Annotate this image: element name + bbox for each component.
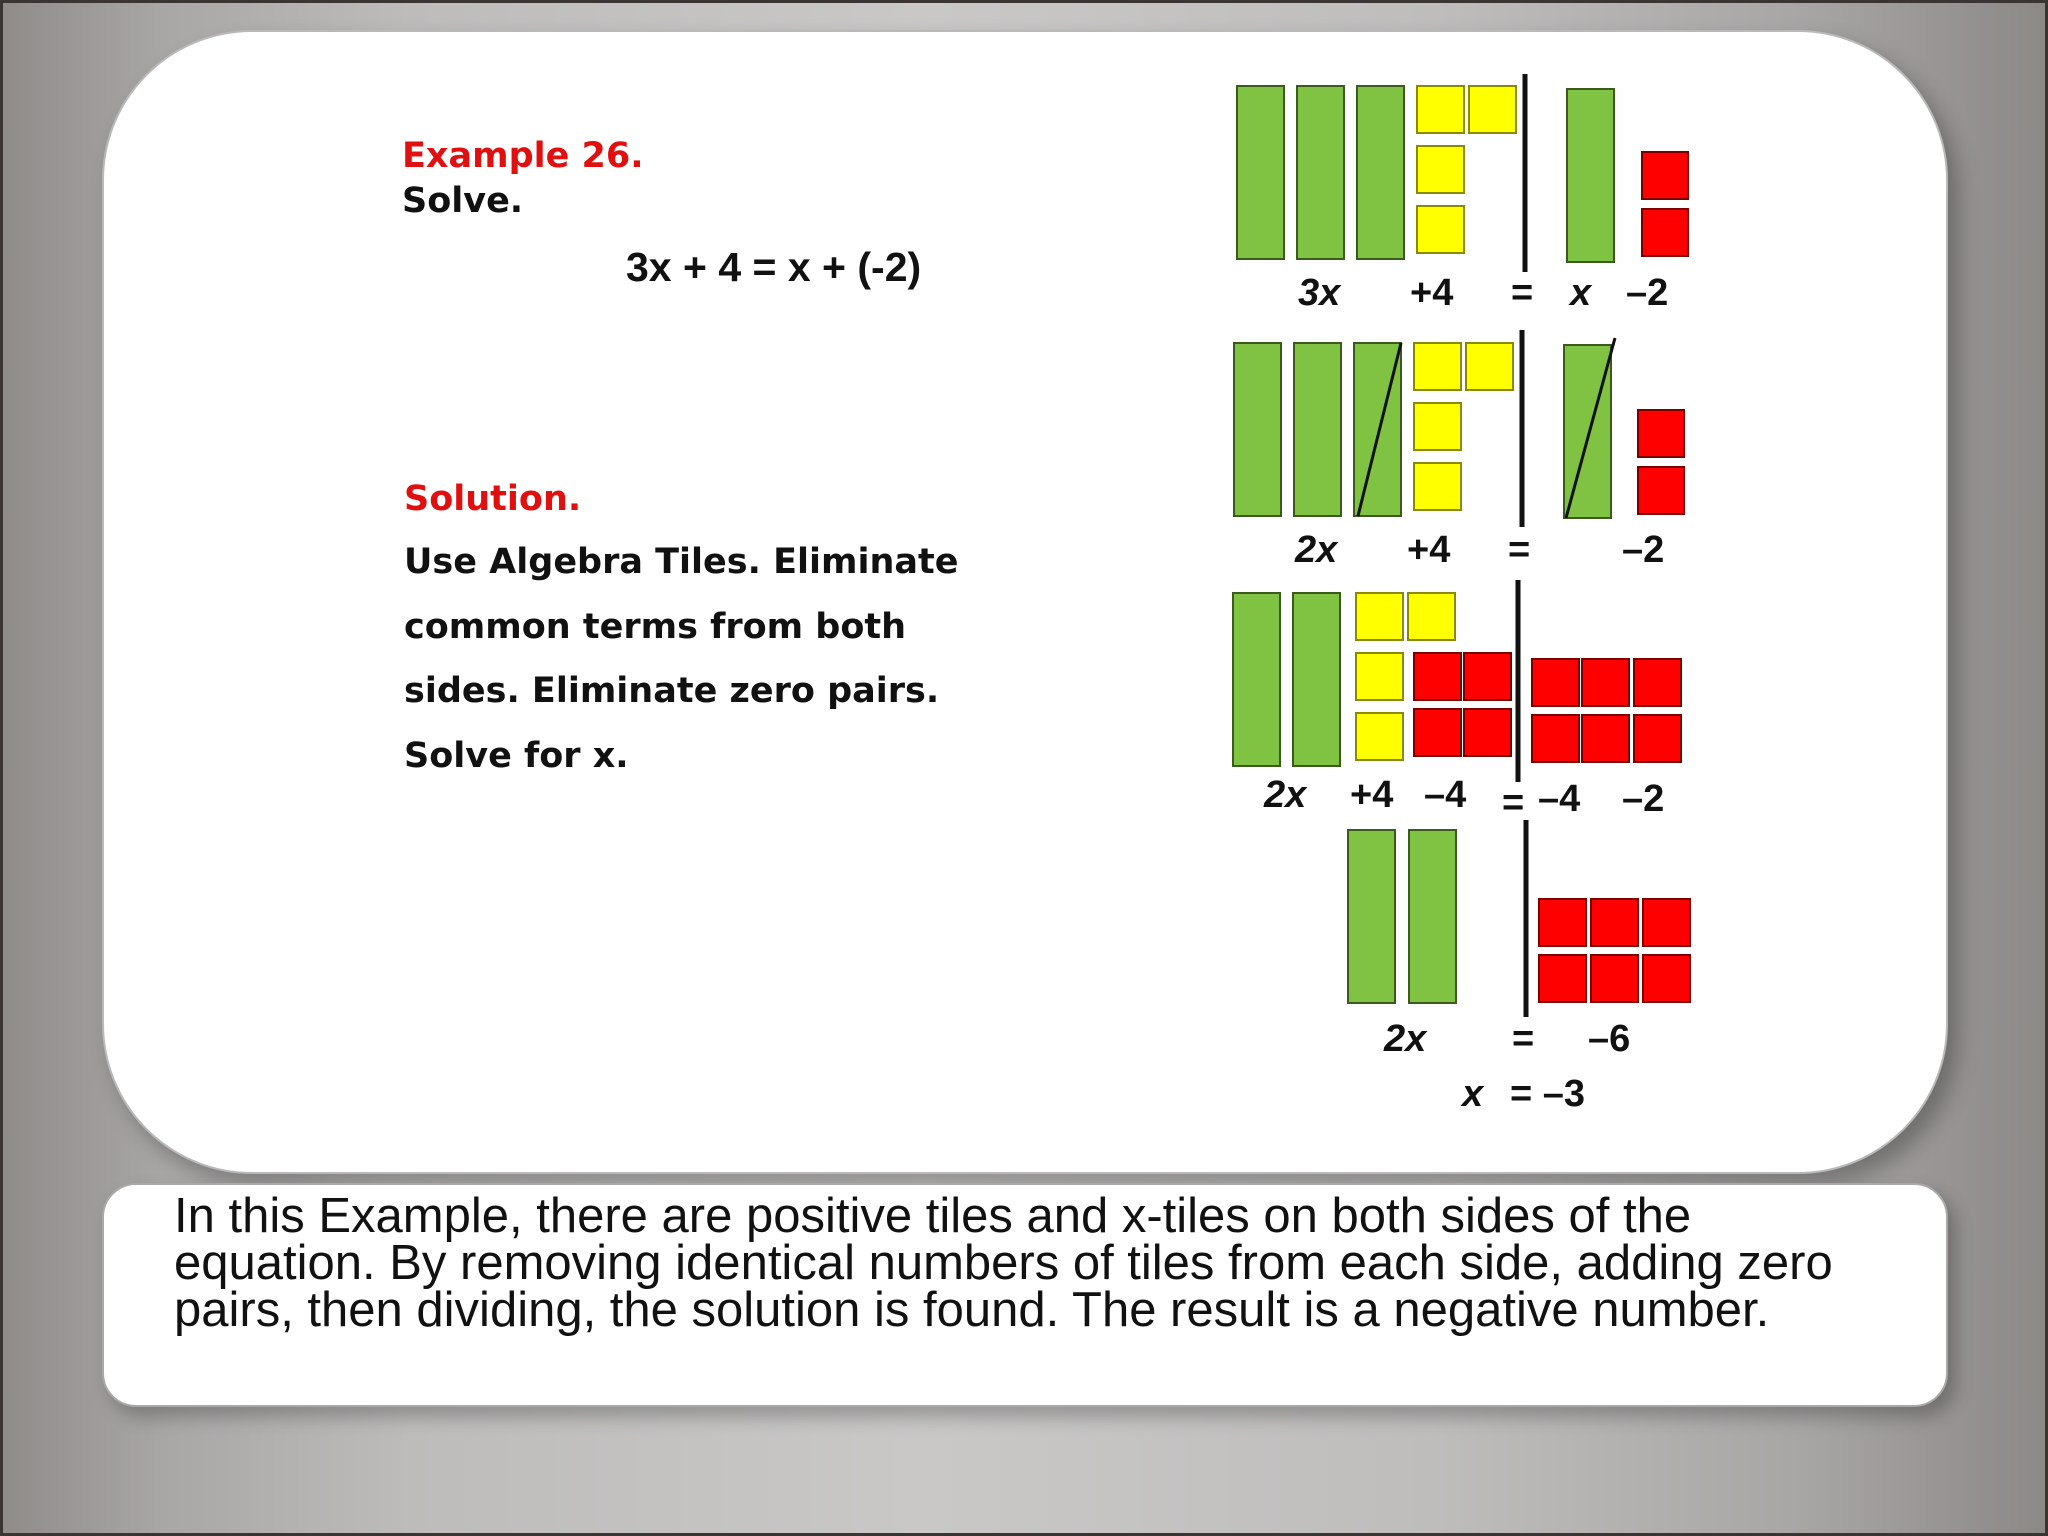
- row3-lhs-x-label: 2x: [1264, 774, 1307, 816]
- unit-tile-negative: [1464, 709, 1511, 756]
- tile-row-3: [1233, 580, 1681, 782]
- answer-var-label: x: [1462, 1073, 1484, 1115]
- unit-tile-negative: [1638, 467, 1684, 514]
- solution-line-2: common terms from both: [404, 607, 907, 647]
- unit-tile-positive: [1466, 343, 1513, 390]
- unit-tile-negative: [1539, 955, 1586, 1002]
- row2-rhs-const-label: –2: [1622, 529, 1665, 571]
- unit-tile-negative: [1414, 653, 1461, 700]
- unit-tile-negative: [1634, 659, 1681, 706]
- row3-rhs-const-label: –2: [1622, 778, 1665, 820]
- unit-tile-negative: [1642, 209, 1688, 256]
- unit-tile-negative: [1634, 715, 1681, 762]
- unit-tile-positive: [1469, 86, 1516, 133]
- unit-tile-negative: [1591, 955, 1638, 1002]
- x-tile: [1297, 86, 1344, 259]
- unit-tile-positive: [1417, 206, 1464, 253]
- answer-value-label: = –3: [1510, 1073, 1586, 1115]
- solution-line-3: sides. Eliminate zero pairs.: [404, 671, 940, 711]
- solve-label: Solve.: [402, 181, 524, 221]
- row1-lhs-const-label: +4: [1410, 272, 1454, 314]
- unit-tile-positive: [1414, 403, 1461, 450]
- caption-text: In this Example, there are positive tiles and x-tiles on both sides of the equation. By removing identical numbers of tiles from each side, adding zero pairs, then dividing, the solution is found. The result is a negative number.: [174, 1189, 1833, 1337]
- unit-tile-negative: [1638, 410, 1684, 457]
- row3-lhs-const-label: +4: [1350, 774, 1394, 816]
- unit-tile-negative: [1643, 955, 1690, 1002]
- equation: 3x + 4 = x + (-2): [626, 244, 922, 290]
- unit-tile-positive: [1408, 593, 1455, 640]
- row2-lhs-const-label: +4: [1407, 529, 1451, 571]
- row4-equals-label: =: [1512, 1018, 1535, 1060]
- unit-tile-negative: [1464, 653, 1511, 700]
- x-tile-crossed: [1564, 345, 1611, 518]
- unit-tile-negative: [1532, 715, 1579, 762]
- unit-tile-positive: [1417, 146, 1464, 193]
- row1-lhs-x-label: 3x: [1298, 272, 1341, 314]
- row1-rhs-const-label: –2: [1626, 272, 1669, 314]
- x-tile: [1348, 830, 1395, 1003]
- solution-title: Solution.: [404, 479, 582, 519]
- x-tile: [1233, 593, 1280, 766]
- x-tile: [1357, 86, 1404, 259]
- unit-tile-negative: [1642, 152, 1688, 199]
- caption-box: [102, 1183, 1948, 1407]
- unit-tile-positive: [1356, 593, 1403, 640]
- x-tile: [1409, 830, 1456, 1003]
- unit-tile-negative: [1582, 715, 1629, 762]
- tile-row-4: [1348, 820, 1690, 1017]
- unit-tile-negative: [1539, 899, 1586, 946]
- unit-tile-positive: [1414, 343, 1461, 390]
- unit-tile-positive: [1356, 713, 1403, 760]
- row3-rhs-zero-label: –4: [1538, 778, 1581, 820]
- algebra-tiles-diagram: [1202, 60, 1812, 1160]
- unit-tile-negative: [1532, 659, 1579, 706]
- example-title: Example 26.: [402, 136, 644, 176]
- row1-equals-label: =: [1511, 272, 1534, 314]
- row4-lhs-x-label: 2x: [1384, 1018, 1427, 1060]
- unit-tile-positive: [1356, 653, 1403, 700]
- main-slide-card: [102, 30, 1948, 1174]
- row3-lhs-zero-label: –4: [1424, 774, 1467, 816]
- unit-tile-negative: [1582, 659, 1629, 706]
- unit-tile-negative: [1643, 899, 1690, 946]
- unit-tile-negative: [1414, 709, 1461, 756]
- unit-tile-positive: [1417, 86, 1464, 133]
- row2-equals-label: =: [1508, 529, 1531, 571]
- tile-row-1: [1237, 74, 1688, 272]
- unit-tile-positive: [1414, 463, 1461, 510]
- x-tile: [1567, 89, 1614, 262]
- x-tile: [1293, 593, 1340, 766]
- x-tile: [1237, 86, 1284, 259]
- row1-rhs-x-label: x: [1570, 272, 1592, 314]
- solution-line-1: Use Algebra Tiles. Eliminate: [404, 542, 959, 582]
- row4-rhs-const-label: –6: [1588, 1018, 1631, 1060]
- x-tile: [1294, 343, 1341, 516]
- solution-line-4: Solve for x.: [404, 736, 629, 776]
- row2-lhs-x-label: 2x: [1295, 529, 1338, 571]
- unit-tile-negative: [1591, 899, 1638, 946]
- tile-row-2: [1234, 330, 1684, 527]
- x-tile: [1234, 343, 1281, 516]
- row3-equals-label: =: [1502, 782, 1525, 824]
